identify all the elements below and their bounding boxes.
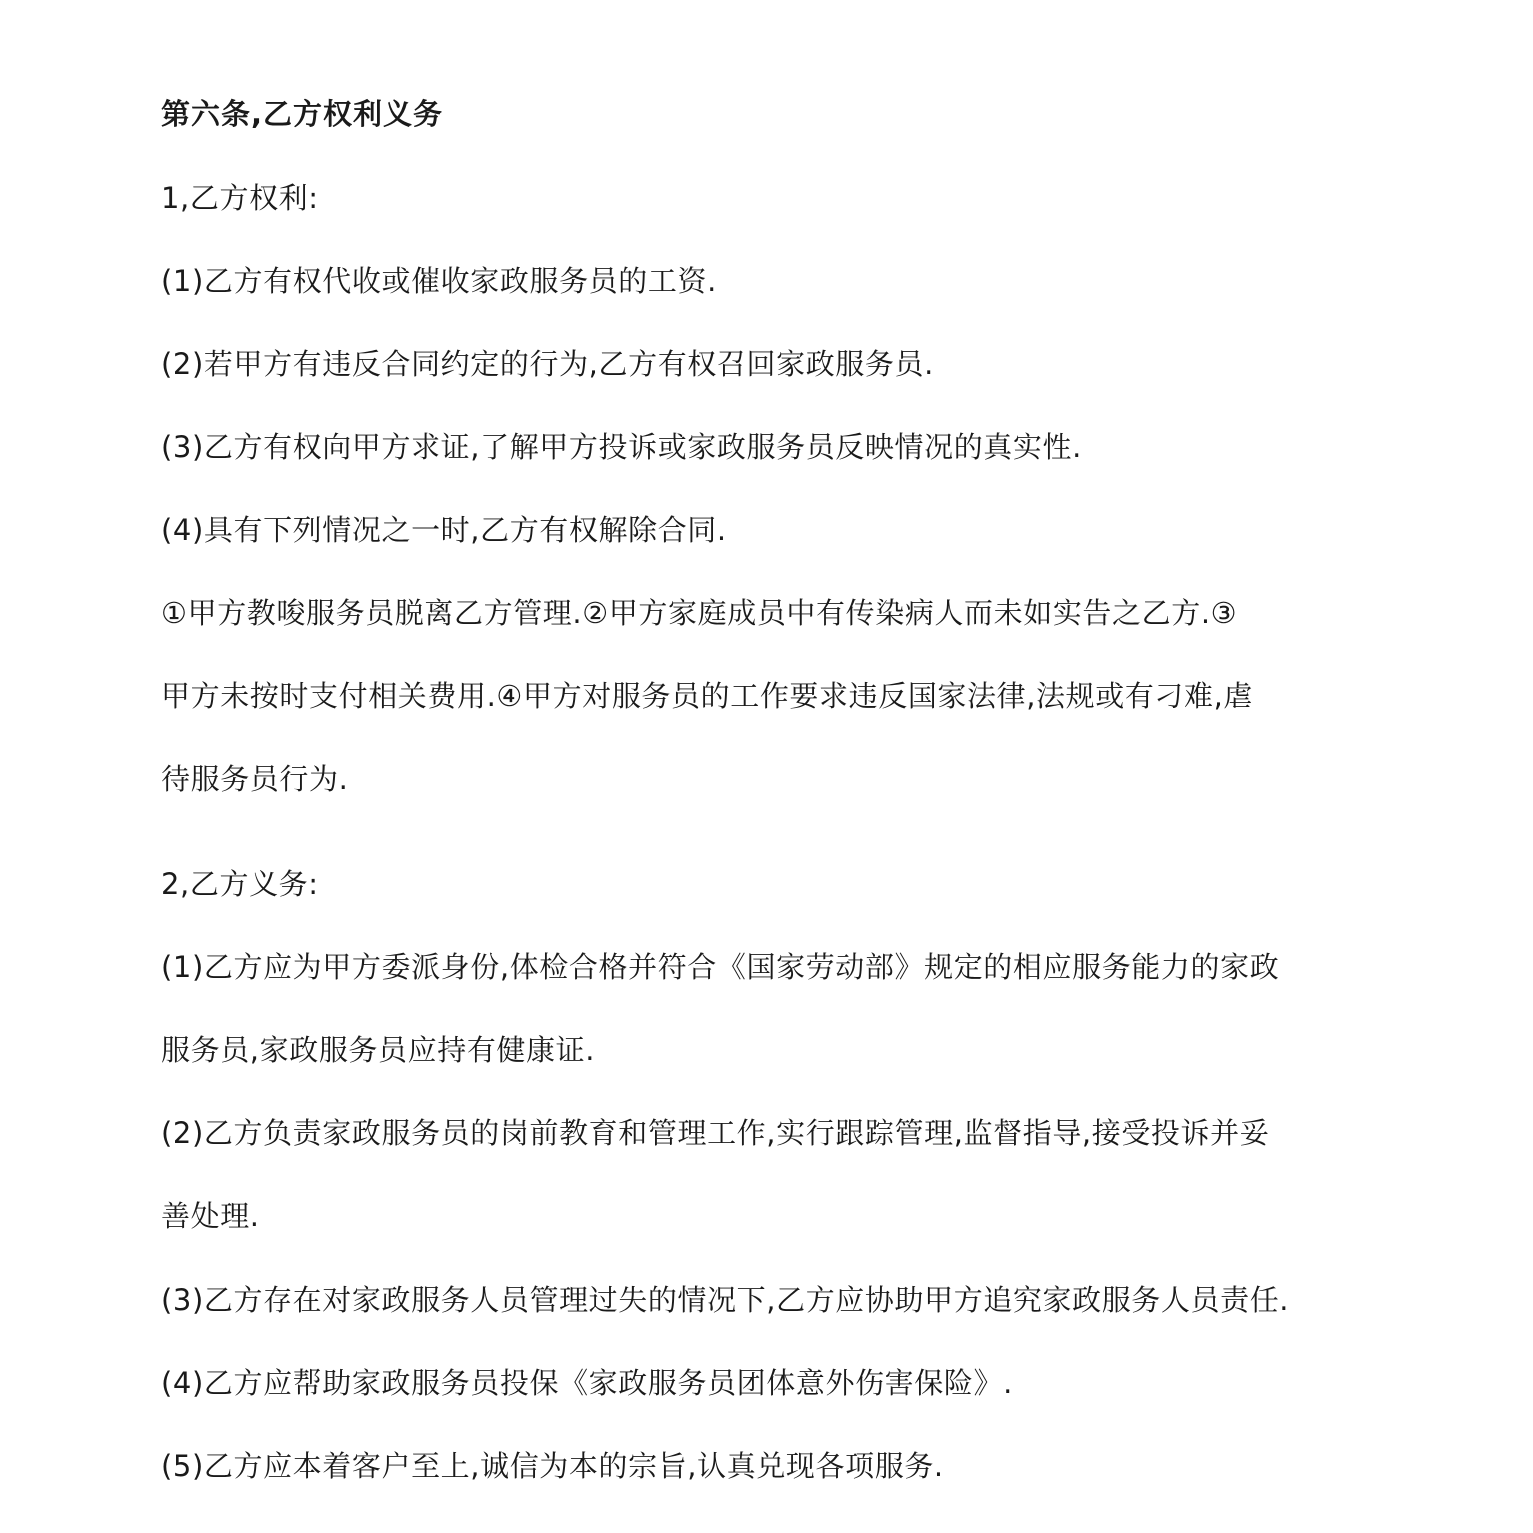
section-heading: 第六条,乙方权利义务 <box>161 97 444 131</box>
rights-title: 1,乙方权利: <box>161 181 319 215</box>
conditions-line-1: ①甲方教唆服务员脱离乙方管理.②甲方家庭成员中有传染病人而未如实告之乙方.③ <box>161 596 1238 630</box>
obligations-title: 2,乙方义务: <box>161 867 319 901</box>
obligations-line-5: (3)乙方存在对家政服务人员管理过失的情况下,乙方应协助甲方追究家政服务人员责任. <box>161 1283 1290 1317</box>
obligations-line-1: (1)乙方应为甲方委派身份,体检合格并符合《国家劳动部》规定的相应服务能力的家政 <box>161 950 1280 984</box>
obligations-line-4: 善处理. <box>161 1199 260 1233</box>
rights-item-1: (1)乙方有权代收或催收家政服务员的工资. <box>161 264 717 298</box>
rights-item-4: (4)具有下列情况之一时,乙方有权解除合同. <box>161 513 727 547</box>
rights-item-3: (3)乙方有权向甲方求证,了解甲方投诉或家政服务员反映情况的真实性. <box>161 430 1082 464</box>
obligations-line-3: (2)乙方负责家政服务员的岗前教育和管理工作,实行跟踪管理,监督指导,接受投诉并妥 <box>161 1116 1270 1150</box>
obligations-line-2: 服务员,家政服务员应持有健康证. <box>161 1033 596 1067</box>
rights-item-2: (2)若甲方有违反合同约定的行为,乙方有权召回家政服务员. <box>161 347 934 381</box>
obligations-line-6: (4)乙方应帮助家政服务员投保《家政服务员团体意外伤害保险》. <box>161 1366 1013 1400</box>
conditions-line-3: 待服务员行为. <box>161 762 349 796</box>
conditions-line-2: 甲方未按时支付相关费用.④甲方对服务员的工作要求违反国家法律,法规或有刁难,虐 <box>161 679 1254 713</box>
obligations-line-7: (5)乙方应本着客户至上,诚信为本的宗旨,认真兑现各项服务. <box>161 1449 944 1483</box>
